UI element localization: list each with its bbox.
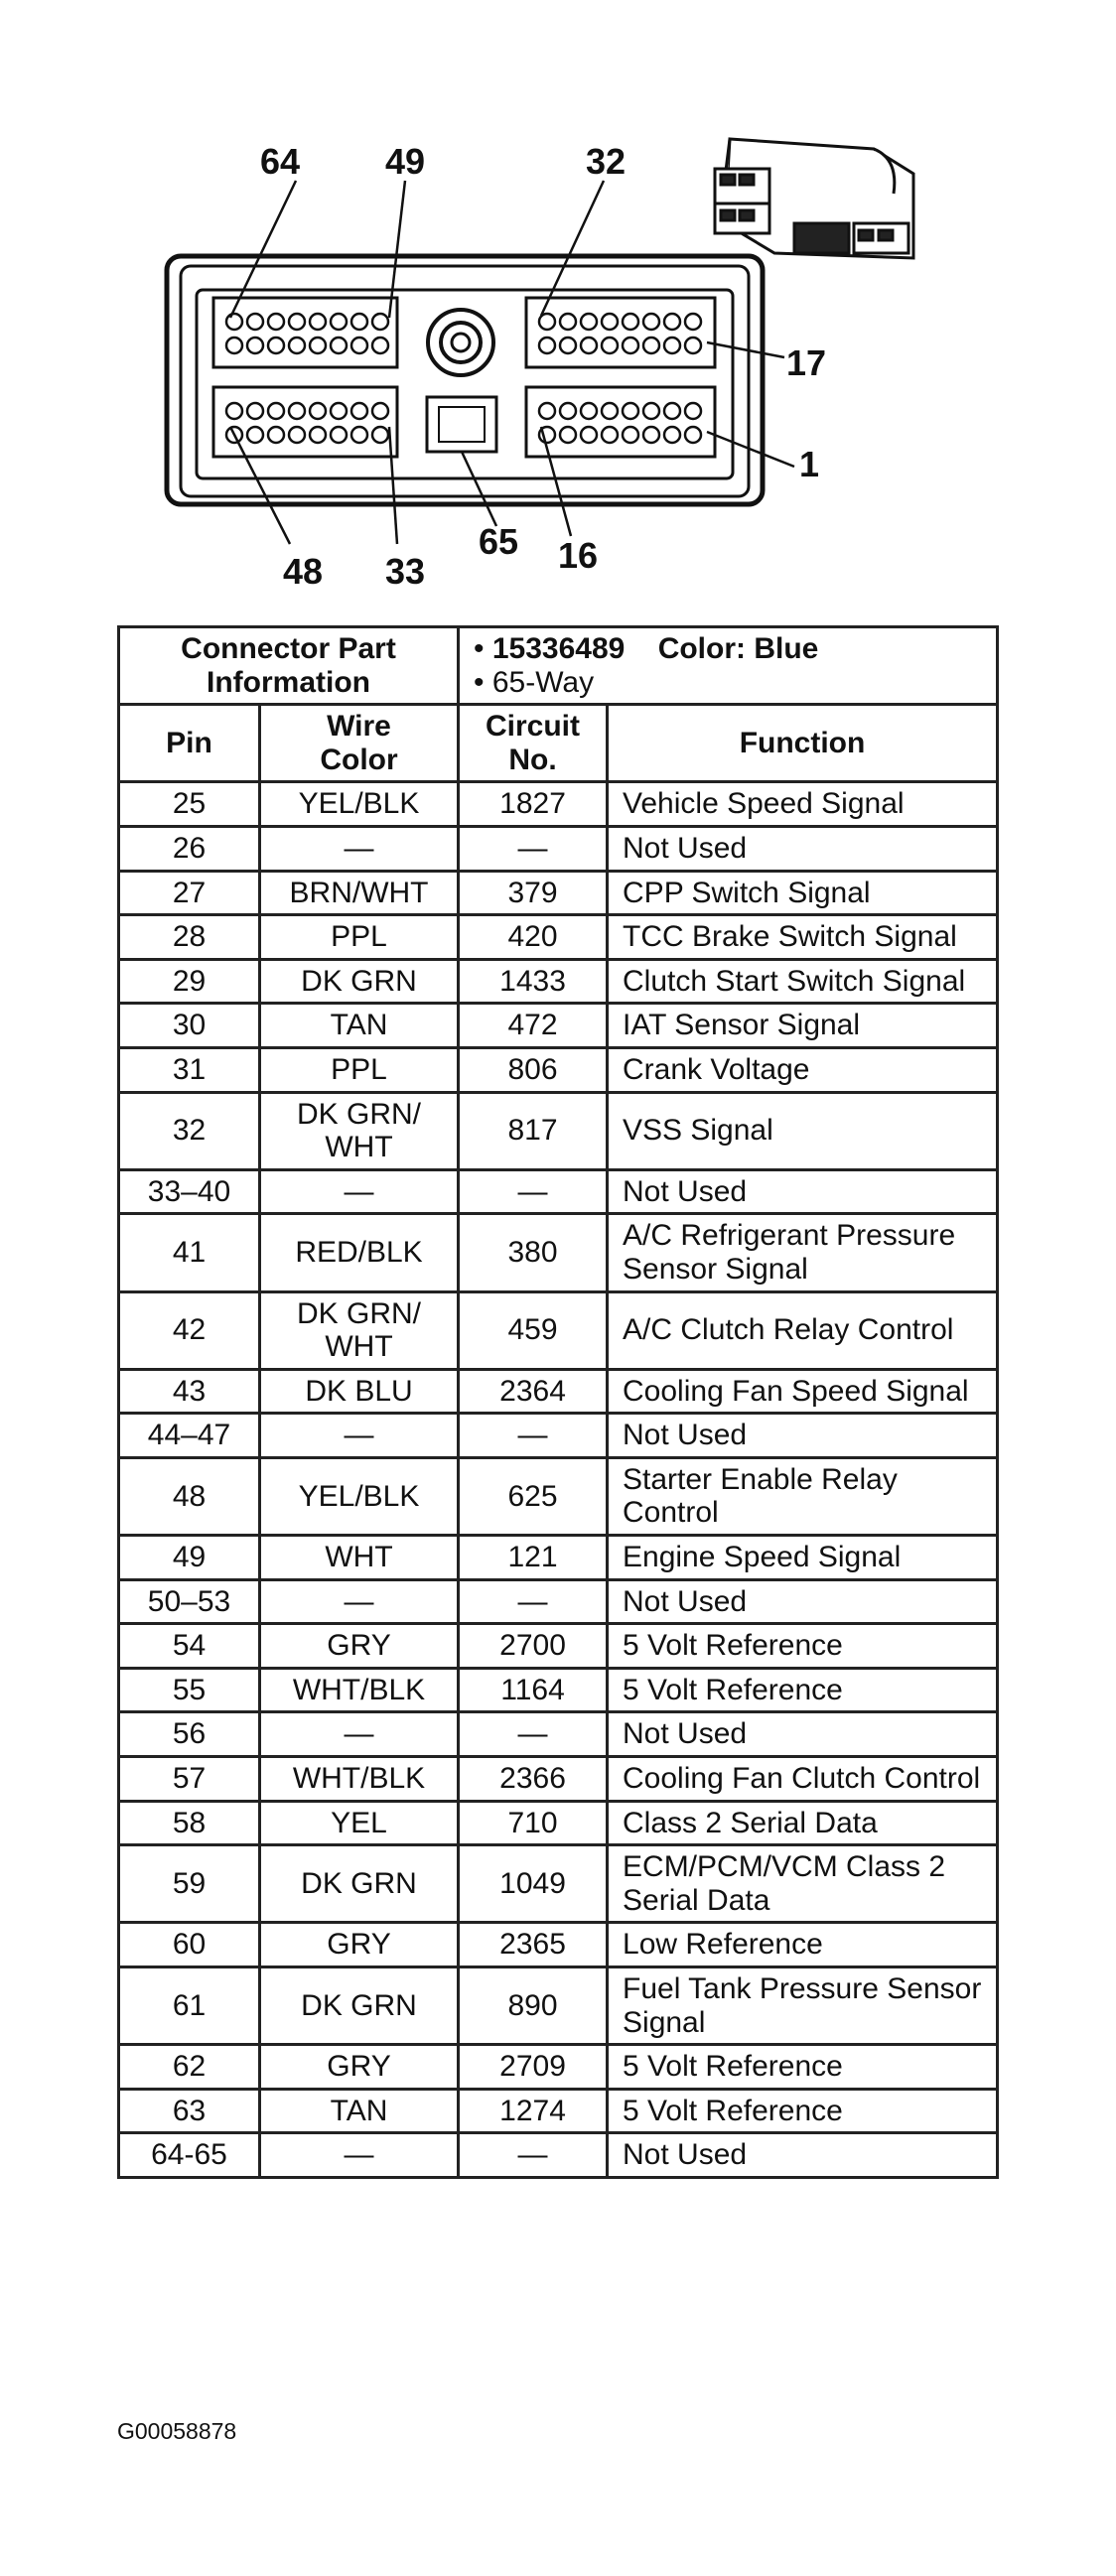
callout-33: 33 [384, 551, 426, 592]
pin-cavity [560, 338, 576, 353]
cell-pin: 30 [119, 1004, 260, 1048]
table-row [119, 2089, 998, 2133]
cell-function: 5 Volt Reference [608, 1624, 998, 1669]
connector-3d-illustration [715, 139, 913, 258]
cell-circuit: 380 [459, 1214, 608, 1291]
table-row [119, 1624, 998, 1669]
cell-pin: 26 [119, 826, 260, 871]
pin-cavity [581, 403, 597, 419]
pin-cavity [331, 427, 347, 443]
pin-cavity [226, 403, 242, 419]
pin-cavity [351, 314, 367, 330]
cell-circuit: — [459, 826, 608, 871]
cell-circuit: 2366 [459, 1757, 608, 1802]
col-header-pin: Pin [119, 705, 260, 782]
callout-49: 49 [384, 141, 426, 182]
cell-function: 5 Volt Reference [608, 2045, 998, 2090]
cell-circuit: 806 [459, 1047, 608, 1092]
pin-cavity [685, 314, 701, 330]
cell-circuit: 2364 [459, 1369, 608, 1414]
connector-color: Color: Blue [657, 632, 819, 665]
info-label-line1: Connector Part [181, 632, 396, 665]
table-row [119, 782, 998, 827]
cell-pin: 50–53 [119, 1579, 260, 1624]
table-row [119, 959, 998, 1004]
connector-way: 65-Way [491, 665, 595, 699]
pin-cavity [602, 427, 618, 443]
pin-cavity [602, 314, 618, 330]
table-row [119, 1169, 998, 1214]
callout-48: 48 [282, 551, 324, 592]
cell-pin: 64-65 [119, 2133, 260, 2178]
pin-cavity [623, 314, 638, 330]
cell-pin: 61 [119, 1967, 260, 2045]
table-row [119, 1369, 998, 1414]
cell-function: VSS Signal [608, 1092, 998, 1169]
connector-face [167, 256, 763, 504]
table-row [119, 1414, 998, 1458]
cell-pin: 25 [119, 782, 260, 827]
pin-cavity [685, 427, 701, 443]
cell-function: Not Used [608, 1414, 998, 1458]
table-row [119, 1845, 998, 1923]
pin-cavity [643, 314, 659, 330]
pin-cavity [247, 338, 263, 353]
cell-circuit: 2709 [459, 2045, 608, 2090]
pin-cavity [664, 403, 680, 419]
cell-wire-color: YEL [260, 1801, 459, 1845]
pin-cavity [372, 403, 388, 419]
cell-function: Cooling Fan Clutch Control [608, 1757, 998, 1802]
cell-wire-color: YEL/BLK [260, 782, 459, 827]
cell-function: Vehicle Speed Signal [608, 782, 998, 827]
cell-function: Not Used [608, 826, 998, 871]
pin-cavity [226, 338, 242, 353]
cell-circuit: 420 [459, 915, 608, 960]
cell-circuit: 2365 [459, 1923, 608, 1967]
pin-cavity [560, 314, 576, 330]
cell-pin: 48 [119, 1457, 260, 1535]
cell-pin: 58 [119, 1801, 260, 1845]
pin-cavity [289, 427, 305, 443]
cell-function: Not Used [608, 1579, 998, 1624]
table-row [119, 2045, 998, 2090]
pin-cavity [623, 338, 638, 353]
column-header-row [119, 705, 998, 782]
col-header-wire-color: Wire Color [260, 705, 459, 782]
connector-info-values: • 15336489 Color: Blue • 65-Way [459, 627, 998, 705]
pin-cavity [372, 427, 388, 443]
table-row [119, 1047, 998, 1092]
cell-function: 5 Volt Reference [608, 1668, 998, 1712]
pin-cavity [581, 314, 597, 330]
cell-pin: 59 [119, 1845, 260, 1923]
table-row [119, 1092, 998, 1169]
pin-cavity [581, 338, 597, 353]
cell-function: Clutch Start Switch Signal [608, 959, 998, 1004]
cell-wire-color: DK GRN/ WHT [260, 1092, 459, 1169]
figure-id: G00058878 [117, 2418, 237, 2444]
table-row [119, 2133, 998, 2178]
col-header-function: Function [608, 705, 998, 782]
cell-function: Fuel Tank Pressure Sensor Signal [608, 1967, 998, 2045]
pin-cavity [372, 338, 388, 353]
cell-pin: 56 [119, 1712, 260, 1757]
table-row [119, 826, 998, 871]
cell-function: Not Used [608, 1712, 998, 1757]
cell-wire-color: — [260, 826, 459, 871]
pin-cavity [289, 338, 305, 353]
callout-32: 32 [585, 141, 627, 182]
cell-function: 5 Volt Reference [608, 2089, 998, 2133]
cell-wire-color: WHT/BLK [260, 1668, 459, 1712]
cell-circuit: 379 [459, 871, 608, 915]
table-row [119, 1004, 998, 1048]
cell-function: Cooling Fan Speed Signal [608, 1369, 998, 1414]
cell-pin: 55 [119, 1668, 260, 1712]
table-row [119, 1668, 998, 1712]
cell-circuit: 817 [459, 1092, 608, 1169]
cell-circuit: 472 [459, 1004, 608, 1048]
cell-pin: 41 [119, 1214, 260, 1291]
callout-64: 64 [259, 141, 301, 182]
cell-wire-color: GRY [260, 1624, 459, 1669]
pinout-rows [119, 782, 998, 2178]
table-row [119, 1712, 998, 1757]
pin-cavity [331, 314, 347, 330]
cell-wire-color: — [260, 1414, 459, 1458]
cell-wire-color: GRY [260, 1923, 459, 1967]
cell-circuit: 710 [459, 1801, 608, 1845]
cell-pin: 49 [119, 1536, 260, 1580]
pin-cavity [643, 427, 659, 443]
pin-cavity [685, 403, 701, 419]
table-row [119, 1801, 998, 1845]
pin-cavity [664, 314, 680, 330]
connector-diagram [0, 0, 1116, 606]
callout-17: 17 [785, 342, 827, 383]
cell-pin: 28 [119, 915, 260, 960]
cell-wire-color: WHT/BLK [260, 1757, 459, 1802]
pin-cavity [268, 314, 284, 330]
connector-info-label [119, 627, 459, 705]
pin-cavity [310, 403, 326, 419]
table-row [119, 1214, 998, 1291]
pin-cavity [289, 403, 305, 419]
pin-cavity [331, 403, 347, 419]
cell-function: Not Used [608, 1169, 998, 1214]
cell-function: Starter Enable Relay Control [608, 1457, 998, 1535]
pin-cavity [581, 427, 597, 443]
pin-cavity [247, 314, 263, 330]
pin-cavity [331, 338, 347, 353]
cell-circuit: — [459, 1712, 608, 1757]
connector-pinout-table [117, 625, 999, 2179]
cell-circuit: — [459, 2133, 608, 2178]
pin-cavity [539, 403, 555, 419]
cell-wire-color: DK GRN [260, 959, 459, 1004]
cell-function: Class 2 Serial Data [608, 1801, 998, 1845]
cell-circuit: 1164 [459, 1668, 608, 1712]
pin-cavity [623, 403, 638, 419]
pin-cavity [539, 338, 555, 353]
cell-circuit: 1827 [459, 782, 608, 827]
pin-cavity [560, 427, 576, 443]
cell-pin: 60 [119, 1923, 260, 1967]
cell-function: ECM/PCM/VCM Class 2 Serial Data [608, 1845, 998, 1923]
table-row [119, 1536, 998, 1580]
cell-wire-color: PPL [260, 1047, 459, 1092]
info-label-line2: Information [207, 665, 370, 699]
cell-wire-color: BRN/WHT [260, 871, 459, 915]
cell-wire-color: — [260, 1579, 459, 1624]
cell-wire-color: YEL/BLK [260, 1457, 459, 1535]
cell-circuit: — [459, 1169, 608, 1214]
cell-circuit: 1049 [459, 1845, 608, 1923]
callout-1: 1 [798, 444, 820, 484]
cell-pin: 31 [119, 1047, 260, 1092]
cell-circuit: 625 [459, 1457, 608, 1535]
cell-wire-color: DK GRN [260, 1845, 459, 1923]
pin-cavity [310, 314, 326, 330]
cell-circuit: 1274 [459, 2089, 608, 2133]
cell-wire-color: — [260, 1169, 459, 1214]
table-row [119, 1757, 998, 1802]
callout-16: 16 [557, 535, 599, 576]
cell-function: Not Used [608, 2133, 998, 2178]
table-row [119, 871, 998, 915]
cell-pin: 27 [119, 871, 260, 915]
pin-cavity [560, 403, 576, 419]
cell-wire-color: RED/BLK [260, 1214, 459, 1291]
connector-info-row [119, 627, 998, 705]
pin-cavity [623, 427, 638, 443]
table-row [119, 1579, 998, 1624]
cell-function: A/C Refrigerant Pressure Sensor Signal [608, 1214, 998, 1291]
cell-wire-color: DK BLU [260, 1369, 459, 1414]
pin-cavity [247, 403, 263, 419]
cell-wire-color: TAN [260, 1004, 459, 1048]
cell-pin: 42 [119, 1291, 260, 1369]
cell-pin: 57 [119, 1757, 260, 1802]
cell-pin: 63 [119, 2089, 260, 2133]
cell-wire-color: GRY [260, 2045, 459, 2090]
cell-pin: 29 [119, 959, 260, 1004]
pin-cavity [310, 338, 326, 353]
pin-cavity [602, 403, 618, 419]
cell-wire-color: WHT [260, 1536, 459, 1580]
pin-cavity [664, 338, 680, 353]
cell-function: IAT Sensor Signal [608, 1004, 998, 1048]
cell-circuit: — [459, 1579, 608, 1624]
pin-cavity [268, 427, 284, 443]
callout-65: 65 [478, 521, 519, 562]
cell-circuit: 2700 [459, 1624, 608, 1669]
cell-wire-color: DK GRN/ WHT [260, 1291, 459, 1369]
pin-cavity [643, 403, 659, 419]
cell-wire-color: — [260, 2133, 459, 2178]
pin-cavity [685, 338, 701, 353]
cell-circuit: 459 [459, 1291, 608, 1369]
table-row [119, 1923, 998, 1967]
part-number: 15336489 [491, 632, 626, 665]
pin-cavity [310, 427, 326, 443]
cell-pin: 43 [119, 1369, 260, 1414]
cell-wire-color: PPL [260, 915, 459, 960]
cell-circuit: 890 [459, 1967, 608, 2045]
cell-circuit: 121 [459, 1536, 608, 1580]
cell-pin: 32 [119, 1092, 260, 1169]
pin-cavity [372, 314, 388, 330]
cell-circuit: 1433 [459, 959, 608, 1004]
pin-cavity [226, 314, 242, 330]
pin-cavity [643, 338, 659, 353]
cell-function: Crank Voltage [608, 1047, 998, 1092]
table-row [119, 1291, 998, 1369]
pin-cavity [351, 427, 367, 443]
cell-function: A/C Clutch Relay Control [608, 1291, 998, 1369]
table-row [119, 1457, 998, 1535]
callout-leaders [230, 181, 794, 544]
cell-function: TCC Brake Switch Signal [608, 915, 998, 960]
cell-pin: 54 [119, 1624, 260, 1669]
pin-cavity [351, 338, 367, 353]
pin-cavity [664, 427, 680, 443]
cell-function: Engine Speed Signal [608, 1536, 998, 1580]
cell-function: Low Reference [608, 1923, 998, 1967]
cell-pin: 62 [119, 2045, 260, 2090]
pin-cavity [602, 338, 618, 353]
table-row [119, 1967, 998, 2045]
cell-function: CPP Switch Signal [608, 871, 998, 915]
pin-cavity [289, 314, 305, 330]
table-row [119, 915, 998, 960]
cell-wire-color: TAN [260, 2089, 459, 2133]
cell-pin: 33–40 [119, 1169, 260, 1214]
pin-cavity [268, 338, 284, 353]
pin-cavity [268, 403, 284, 419]
cell-circuit: — [459, 1414, 608, 1458]
cell-wire-color: — [260, 1712, 459, 1757]
pin-cavity [247, 427, 263, 443]
cell-wire-color: DK GRN [260, 1967, 459, 2045]
cell-pin: 44–47 [119, 1414, 260, 1458]
col-header-circuit: Circuit No. [459, 705, 608, 782]
pin-cavity [351, 403, 367, 419]
pin-cavity [539, 314, 555, 330]
